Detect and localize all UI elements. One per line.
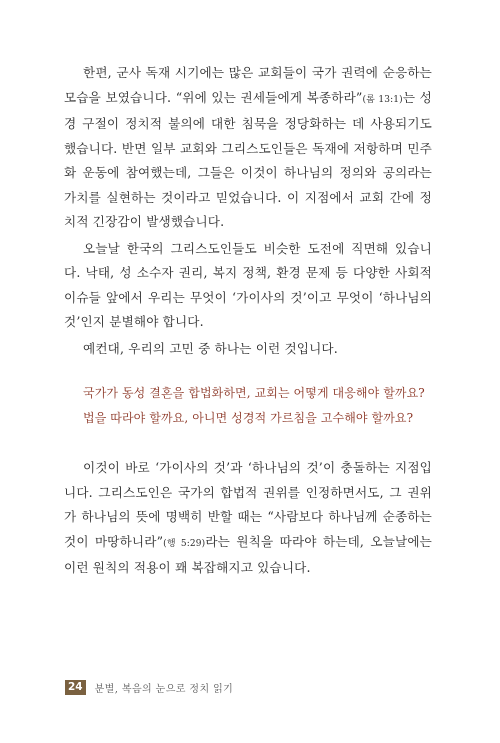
bible-reference: (행 5:29) (163, 538, 206, 549)
paragraph-text: 는 성경 구절이 정치적 불의에 대한 침묵을 정당화하는 데 사용되기도 했습니다. 반면 일부 교회와 그리스도인들은 독재에 저항하며 민주화 운동에 참여했는데, 그들은 이것이 하나님의 정의와 공의라는 가치를 실현하는 것이라고 믿었습니다. 이 지점에서 교회 간에 정치적 긴장감이 발생했습니다. (64, 89, 432, 229)
running-title: 분별, 복음의 눈으로 정치 읽기 (94, 684, 234, 695)
paragraph-text: 라는 원칙을 따라야 하는데, 오늘날에는 이런 원칙의 적용이 꽤 복잡해지고 있습니다. (64, 533, 432, 575)
paragraph-text: 이것이 바로 ‘가이사의 것’과 ‘하나님의 것’이 충돌하는 지점입니다. 그리스도인은 국가의 합법적 권위를 인정하면서도, 그 권위가 하나님의 뜻에 명백히 반할 때는 “사람보다 하나님께 순종하는 것이 마땅하니라” (64, 460, 432, 549)
paragraph-military-dictatorship (64, 61, 432, 235)
page-number: 24 (65, 680, 86, 695)
paragraph-conflict-point (64, 456, 432, 581)
bible-reference: (롬 13:1) (362, 94, 403, 105)
paragraph-text: 한편, 군사 독재 시기에는 많은 교회들이 국가 권력에 순응하는 모습을 보였습니다. “위에 있는 권세들에게 복종하라” (64, 65, 432, 105)
paragraph-example-intro: 예컨대, 우리의 고민 중 하나는 이런 것입니다. (83, 340, 338, 356)
page-body (64, 61, 432, 581)
page-footer (65, 680, 233, 695)
paragraph-todays-challenges: 오늘날 한국의 그리스도인들도 비슷한 도전에 직면해 있습니다. 낙태, 성 소수자 권리, 복지 정책, 환경 문제 등 다양한 사회적 이슈들 앞에서 우리는 무엇이 ‘가이사의 것’이고 무엇이 ‘하나님의 것’인지 분별해야 합니다. (64, 240, 432, 329)
highlighted-question: 국가가 동성 결혼을 합법화하면, 교회는 어떻게 대응해야 할까요? 법을 따라야 할까요, 아니면 성경적 가르침을 고수해야 할까요? (83, 386, 425, 425)
